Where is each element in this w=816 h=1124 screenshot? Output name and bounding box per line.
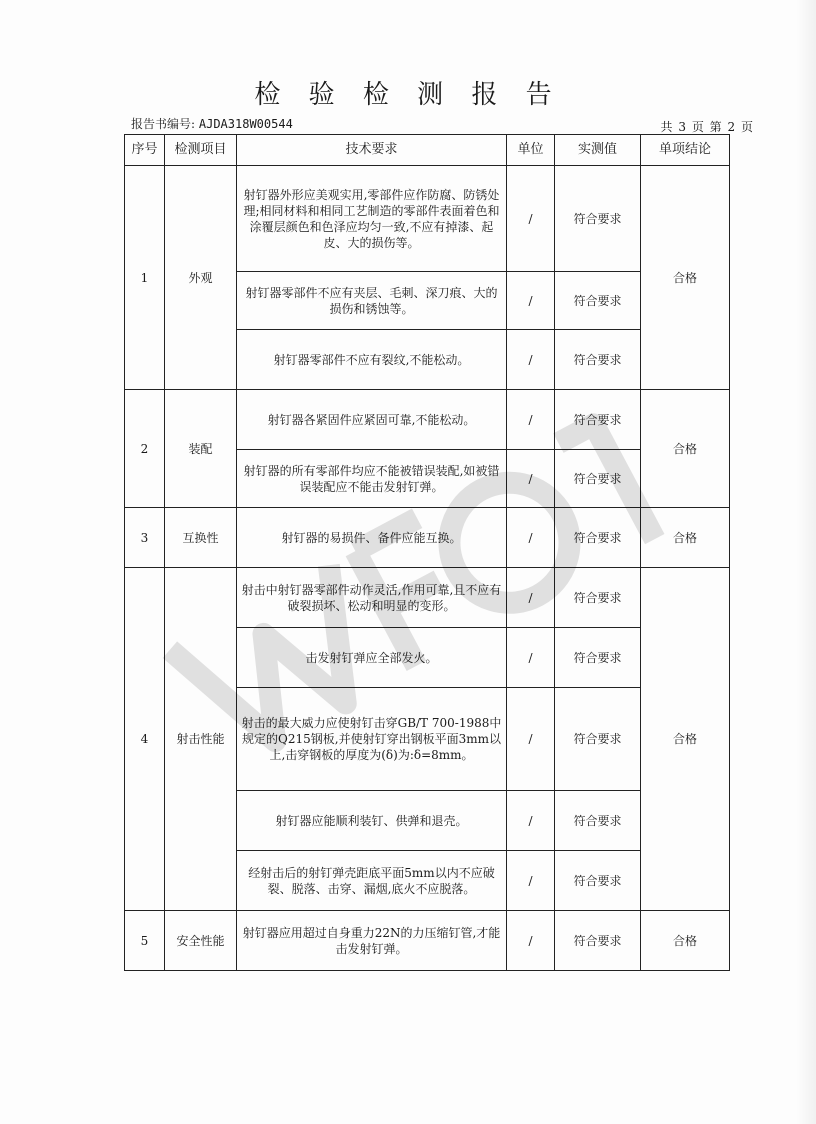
page-total-prefix: 共 xyxy=(660,120,673,134)
scan-edge-shadow xyxy=(796,0,816,1124)
unit: / xyxy=(507,851,555,911)
unit: / xyxy=(507,166,555,272)
measured-value: 符合要求 xyxy=(555,330,641,390)
measured-value: 符合要求 xyxy=(555,450,641,508)
report-number xyxy=(131,116,293,132)
table-row xyxy=(125,166,730,272)
unit: / xyxy=(507,628,555,688)
page-current-value: 2 xyxy=(727,120,736,134)
unit: / xyxy=(507,272,555,330)
unit: / xyxy=(507,568,555,628)
serial-no: 1 xyxy=(125,166,165,390)
measured-value: 符合要求 xyxy=(555,272,641,330)
table-row xyxy=(125,911,730,971)
requirement: 射钉器零部件不应有夹层、毛刺、深刀痕、大的损伤和锈蚀等。 xyxy=(237,272,507,330)
requirement: 射钉器各紧固件应紧固可靠,不能松动。 xyxy=(237,390,507,450)
unit: / xyxy=(507,911,555,971)
table-row xyxy=(125,508,730,568)
unit: / xyxy=(507,330,555,390)
requirement: 经射击后的射钉弹壳距底平面5mm以内不应破裂、脱落、击穿、漏烟,底火不应脱落。 xyxy=(237,851,507,911)
measured-value: 符合要求 xyxy=(555,911,641,971)
measured-value: 符合要求 xyxy=(555,851,641,911)
serial-no: 4 xyxy=(125,568,165,911)
table-header-row xyxy=(125,135,730,166)
header-serial-no: 序号 xyxy=(125,135,165,166)
measured-value: 符合要求 xyxy=(555,628,641,688)
serial-no: 5 xyxy=(125,911,165,971)
measured-value: 符合要求 xyxy=(555,508,641,568)
requirement: 射击中射钉器零部件动作灵活,作用可靠,且不应有破裂损坏、松动和明显的变形。 xyxy=(237,568,507,628)
requirement: 射钉器外形应美观实用,零部件应作防腐、防锈处理;相同材料和相同工艺制造的零部件表面着色和涂覆层颜色和色泽应均匀一致,不应有掉漆、起皮、大的损伤等。 xyxy=(237,166,507,272)
header-measured-value: 实测值 xyxy=(555,135,641,166)
requirement: 射钉器零部件不应有裂纹,不能松动。 xyxy=(237,330,507,390)
requirement: 击发射钉弹应全部发火。 xyxy=(237,628,507,688)
test-item: 装配 xyxy=(165,390,237,508)
requirement: 射钉器应能顺利装钉、供弹和退壳。 xyxy=(237,791,507,851)
measured-value: 符合要求 xyxy=(555,688,641,791)
test-item: 外观 xyxy=(165,166,237,390)
conclusion: 合格 xyxy=(641,390,730,508)
page-title: 检 验 检 测 报 告 xyxy=(254,80,562,110)
test-item: 互换性 xyxy=(165,508,237,568)
conclusion: 合格 xyxy=(641,568,730,911)
unit: / xyxy=(507,390,555,450)
measured-value: 符合要求 xyxy=(555,791,641,851)
page-counter xyxy=(660,119,754,135)
measured-value: 符合要求 xyxy=(555,390,641,450)
requirement: 射钉器应用超过自身重力22N的力压缩钉管,才能击发射钉弹。 xyxy=(237,911,507,971)
page-total-value: 3 xyxy=(678,120,686,134)
report-number-label: 报告书编号: xyxy=(131,117,196,131)
conclusion: 合格 xyxy=(641,508,730,568)
unit: / xyxy=(507,508,555,568)
report-number-value: AJDA318W00544 xyxy=(198,117,293,131)
unit: / xyxy=(507,791,555,851)
unit: / xyxy=(507,450,555,508)
page-current-prefix: 第 xyxy=(709,120,722,134)
table-row xyxy=(125,568,730,628)
header-technical-requirement: 技术要求 xyxy=(237,135,507,166)
conclusion: 合格 xyxy=(641,166,730,390)
serial-no: 3 xyxy=(125,508,165,568)
header-conclusion: 单项结论 xyxy=(641,135,730,166)
conclusion: 合格 xyxy=(641,911,730,971)
page-current-suffix: 页 xyxy=(740,120,753,134)
test-item: 安全性能 xyxy=(165,911,237,971)
inspection-table xyxy=(124,134,730,971)
page-total-suffix: 页 xyxy=(691,120,704,134)
requirement: 射钉器的易损件、备件应能互换。 xyxy=(237,508,507,568)
serial-no: 2 xyxy=(125,390,165,508)
requirement: 射钉器的所有零部件均应不能被错误装配,如被错误装配应不能击发射钉弹。 xyxy=(237,450,507,508)
header-test-item: 检测项目 xyxy=(165,135,237,166)
requirement: 射击的最大威力应使射钉击穿GB/T 700-1988中规定的Q215钢板,并使射钉穿出钢板平面3mm以上,击穿钢板的厚度为(δ)为:δ=8mm。 xyxy=(237,688,507,791)
measured-value: 符合要求 xyxy=(555,568,641,628)
unit: / xyxy=(507,688,555,791)
test-item: 射击性能 xyxy=(165,568,237,911)
measured-value: 符合要求 xyxy=(555,166,641,272)
header-unit: 单位 xyxy=(507,135,555,166)
table-row xyxy=(125,390,730,450)
